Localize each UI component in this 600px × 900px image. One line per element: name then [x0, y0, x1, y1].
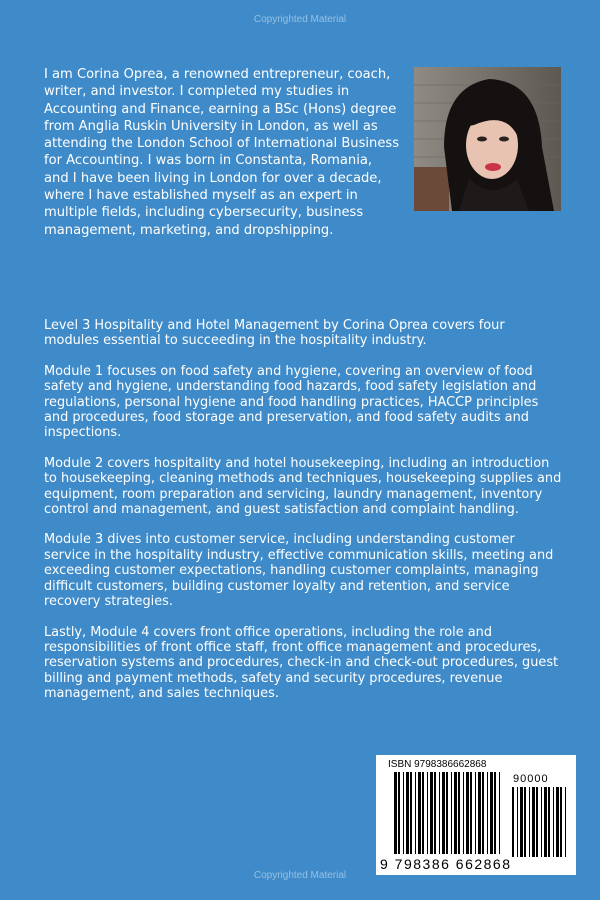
barcode-bar	[529, 787, 530, 857]
barcode-bar	[532, 787, 535, 857]
isbn-barcode	[376, 755, 576, 875]
barcode-bar	[475, 772, 476, 854]
barcode-bar	[439, 772, 440, 854]
barcode-bar	[394, 772, 397, 854]
barcode-bar	[463, 772, 464, 854]
barcode-bar	[544, 787, 547, 857]
barcode-bar	[494, 772, 496, 854]
barcode-bar	[556, 787, 559, 857]
barcode-bar	[403, 772, 404, 854]
description-paragraph-module-4: Lastly, Module 4 covers front office operations, including the role and responsibilities of front office staff, front office management and procedures, reservation systems and procedures, check-in and check-out procedures, guest billing and payment methods, safety and security procedures, revenue management, and sales techniques.	[44, 624, 559, 702]
barcode-bar	[512, 787, 514, 857]
barcode-bar	[524, 787, 526, 857]
barcode-bar	[434, 772, 436, 854]
author-bio: I am Corina Oprea, a renowned entrepreneur, coach, writer, and investor. I completed my studies in Accounting and Finance, earning a BSc (Hons) degree from Anglia Ruskin University in London, as well as attending the London School of International Business for Accounting. I was born in Constanta, Romania, and I have been living in London for over a decade, where I have established myself as an expert in multiple fields, including cybersecurity, business management, marketing, and dropshipping.	[44, 67, 400, 238]
barcode-digits: 9 798386 662868	[380, 856, 512, 872]
isbn-label: ISBN 9798386662868	[388, 759, 487, 770]
barcode-bar	[548, 787, 550, 857]
watermark-bottom: Copyrighted Material	[253, 870, 347, 881]
barcode-bar	[422, 772, 424, 854]
barcode-bar	[487, 772, 488, 854]
barcode-bar	[451, 772, 452, 854]
description-paragraph-module-2: Module 2 covers hospitality and hotel housekeeping, including an introduction to housekeeping, cleaning methods and techniques, housekeeping supplies and equipment, room preparation and servicing, laundry management, inventory control and management, and guest satisfaction and complaint handling.	[44, 455, 562, 518]
watermark-top: Copyrighted Material	[253, 14, 347, 25]
barcode-bar	[517, 787, 518, 857]
barcode-bar	[499, 772, 500, 854]
barcode-bar	[565, 787, 566, 857]
barcode-bar	[415, 772, 416, 854]
barcode-bar	[553, 787, 554, 857]
barcode-addon-number: 90000	[513, 773, 549, 785]
barcode-bar	[541, 787, 542, 857]
barcode-bar	[560, 787, 562, 857]
barcode-bar	[442, 772, 445, 854]
barcode-bar	[410, 772, 412, 854]
barcode-bar	[490, 772, 493, 854]
barcode-bar	[536, 787, 538, 857]
book-description	[44, 318, 562, 717]
description-paragraph-module-1: Module 1 focuses on food safety and hygiene, covering an overview of food safety and hygiene, understanding food hazards, food safety legislation and regulations, personal hygiene and food handling practices, HACCP principles and procedures, food storage and preservation, and food safety audits and inspections.	[44, 363, 539, 441]
author-photo	[414, 67, 561, 211]
description-paragraph-module-3: Module 3 dives into customer service, including understanding customer service in the hospitality industry, effective communication skills, meeting and exceeding customer expectations, handling customer complaints, managing difficult customers, building customer loyalty and retention, and service recovery strategies.	[44, 532, 554, 610]
barcode-bar	[470, 772, 472, 854]
barcode-bar	[427, 772, 428, 854]
barcode-bar	[430, 772, 433, 854]
barcode-bar	[418, 772, 421, 854]
barcode-bar	[446, 772, 448, 854]
barcode-bar	[406, 772, 409, 854]
barcode-bar	[478, 772, 481, 854]
description-paragraph-intro: Level 3 Hospitality and Hotel Management by Corina Oprea covers four modules essential to succeeding in the hospitality industry.	[44, 318, 505, 349]
barcode-bar	[398, 772, 400, 854]
barcode-bar	[458, 772, 460, 854]
author-photo-image	[414, 67, 561, 211]
barcode-bar	[466, 772, 469, 854]
barcode-bar	[482, 772, 484, 854]
barcode-bar	[454, 772, 457, 854]
barcode-bar	[520, 787, 523, 857]
